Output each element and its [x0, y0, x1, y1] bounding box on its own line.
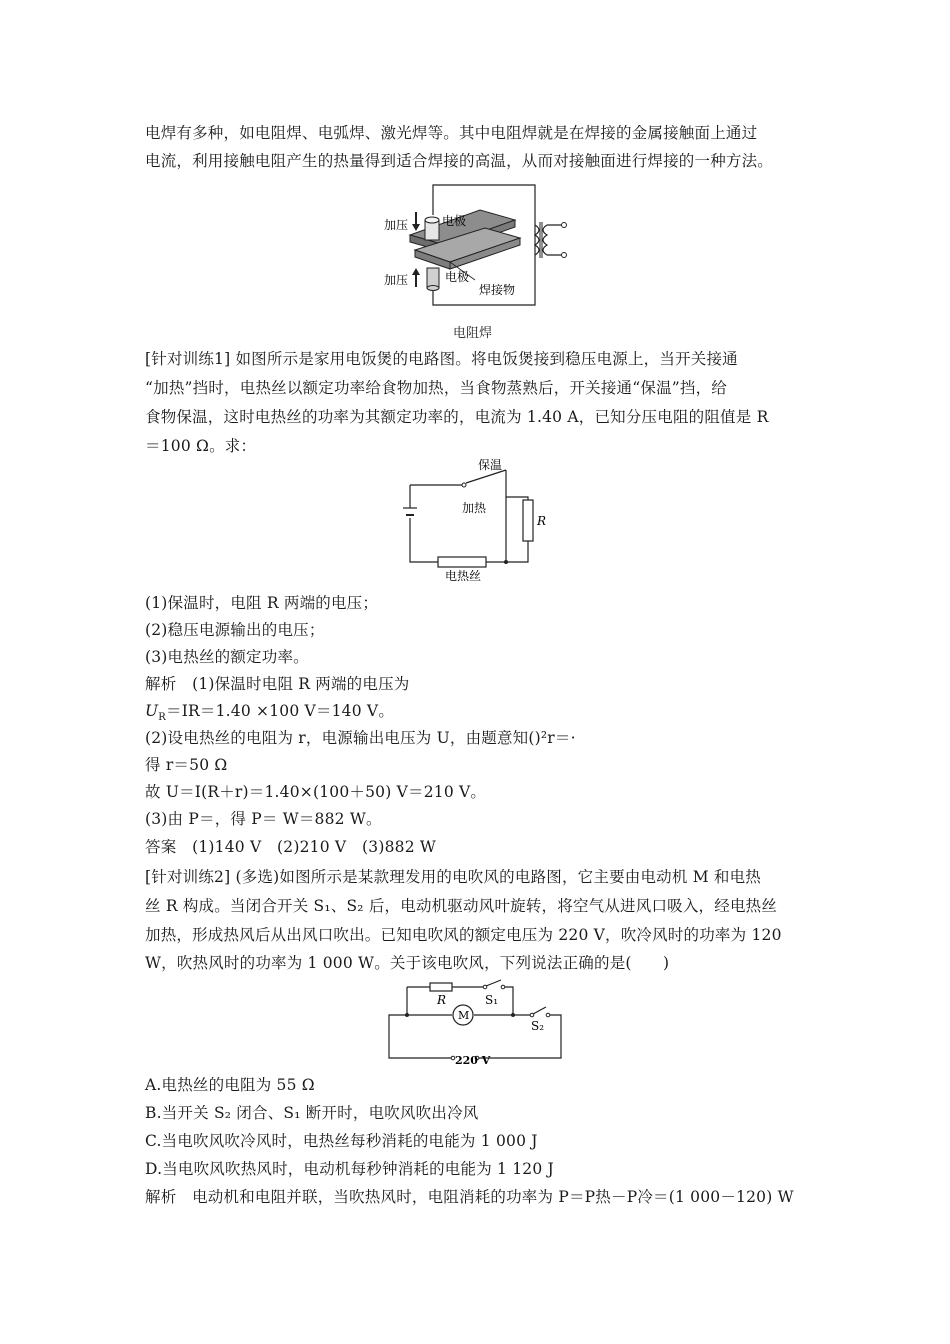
exercise2-line-4: W，吹热风时的功率为 1 000 W。关于该电吹风，下列说法正确的是( ) — [145, 954, 670, 972]
label-R: R — [437, 993, 447, 1007]
label-workpiece: 焊接物 — [479, 283, 516, 297]
label-resistor-R: R — [537, 514, 547, 528]
option-d: D.当电吹风吹热风时，电动机每秒钟消耗的电能为 1 120 J — [145, 1160, 554, 1178]
solution1-line-3: (2)设电热丝的电阻为 r，电源输出电压为 U，由题意知()²r＝· — [145, 729, 576, 747]
answer-1: 答案 (1)140 V (2)210 V (3)882 W — [145, 838, 437, 856]
solution1-line-6: (3)由 P＝，得 P＝ W＝882 W。 — [145, 810, 382, 828]
exercise1-line-1: [针对训练1] 如图所示是家用电饭煲的电路图。将电饭煲接到稳压电源上，当开关接通 — [145, 350, 738, 368]
label-heater-wire: 电热丝 — [445, 569, 482, 583]
question-1: (1)保温时，电阻 R 两端的电压； — [145, 594, 379, 612]
solution2-line-1: 解析 电动机和电阻并联，当吹热风时，电阻消耗的功率为 P＝P热－P冷＝(1 000－120) W — [145, 1188, 794, 1206]
solution1-line-5: 故 U＝I(R＋r)＝1.40×(100＋50) V＝210 V。 — [145, 783, 487, 801]
label-S1: S₁ — [485, 993, 499, 1007]
label-electrode-top: 电极 — [442, 214, 467, 228]
label-press-bottom: 加压 — [384, 273, 409, 287]
option-c: C.当电吹风吹冷风时，电热丝每秒消耗的电能为 1 000 J — [145, 1132, 538, 1150]
exercise1-line-2: “加热”挡时，电热丝以额定功率给食物加热，当食物蒸熟后，开关接通“保温”挡，给 — [145, 379, 727, 397]
solution1-line-4: 得 r＝50 Ω — [145, 756, 228, 774]
exercise1-line-3: 食物保温，这时电热丝的功率为其额定功率的，电流为 1.40 A，已知分压电阻的阻值是 R — [145, 408, 769, 426]
rice-cooker-circuit — [398, 455, 558, 585]
label-voltage: 220 V — [455, 1054, 491, 1067]
option-a: A.电热丝的电阻为 55 Ω — [145, 1076, 315, 1094]
intro-line-1: 电焊有多种，如电阻焊、电弧焊、激光焊等。其中电阻焊就是在焊接的金属接触面上通过 — [145, 124, 758, 142]
exercise2-line-3: 加热，形成热风后从出风口吹出。已知电吹风的额定电压为 220 V，吹冷风时的功率为 120 — [145, 926, 782, 944]
label-S2: S₂ — [531, 1019, 545, 1033]
option-b: B.当开关 S₂ 闭合、S₁ 断开时，电吹风吹出冷风 — [145, 1104, 479, 1122]
label-press-top: 加压 — [384, 218, 409, 232]
question-3: (3)电热丝的额定功率。 — [145, 648, 309, 666]
motor-M: M — [458, 1009, 470, 1022]
exercise1-line-4: ＝100 Ω。求： — [145, 437, 257, 455]
resistance-welding-figure — [375, 180, 585, 315]
exercise2-line-2: 丝 R 构成。当闭合开关 S₁、S₂ 后，电动机驱动风叶旋转，将空气从进风口吸入，经电热丝 — [145, 897, 778, 915]
question-2: (2)稳压电源输出的电压； — [145, 621, 325, 639]
intro-line-2: 电流，利用接触电阻产生的热量得到适合焊接的高温，从而对接触面进行焊接的一种方法。 — [145, 152, 774, 170]
figure-caption-welding: 电阻焊 — [453, 326, 493, 341]
solution1-line-2: $U_R=IR=1.40 \times 100$ V＝140 V。 — [145, 702, 395, 724]
hair-dryer-circuit — [385, 978, 565, 1068]
label-heat: 加热 — [462, 501, 487, 515]
solution1-head: 解析 (1)保温时电阻 R 两端的电压为 — [145, 675, 410, 693]
label-electrode-bottom: 电极 — [445, 270, 470, 284]
exercise2-line-1: [针对训练2] (多选)如图所示是某款理发用的电吹风的电路图，它主要由电动机 M 和电热 — [145, 868, 762, 886]
label-keep-warm: 保温 — [478, 458, 503, 472]
